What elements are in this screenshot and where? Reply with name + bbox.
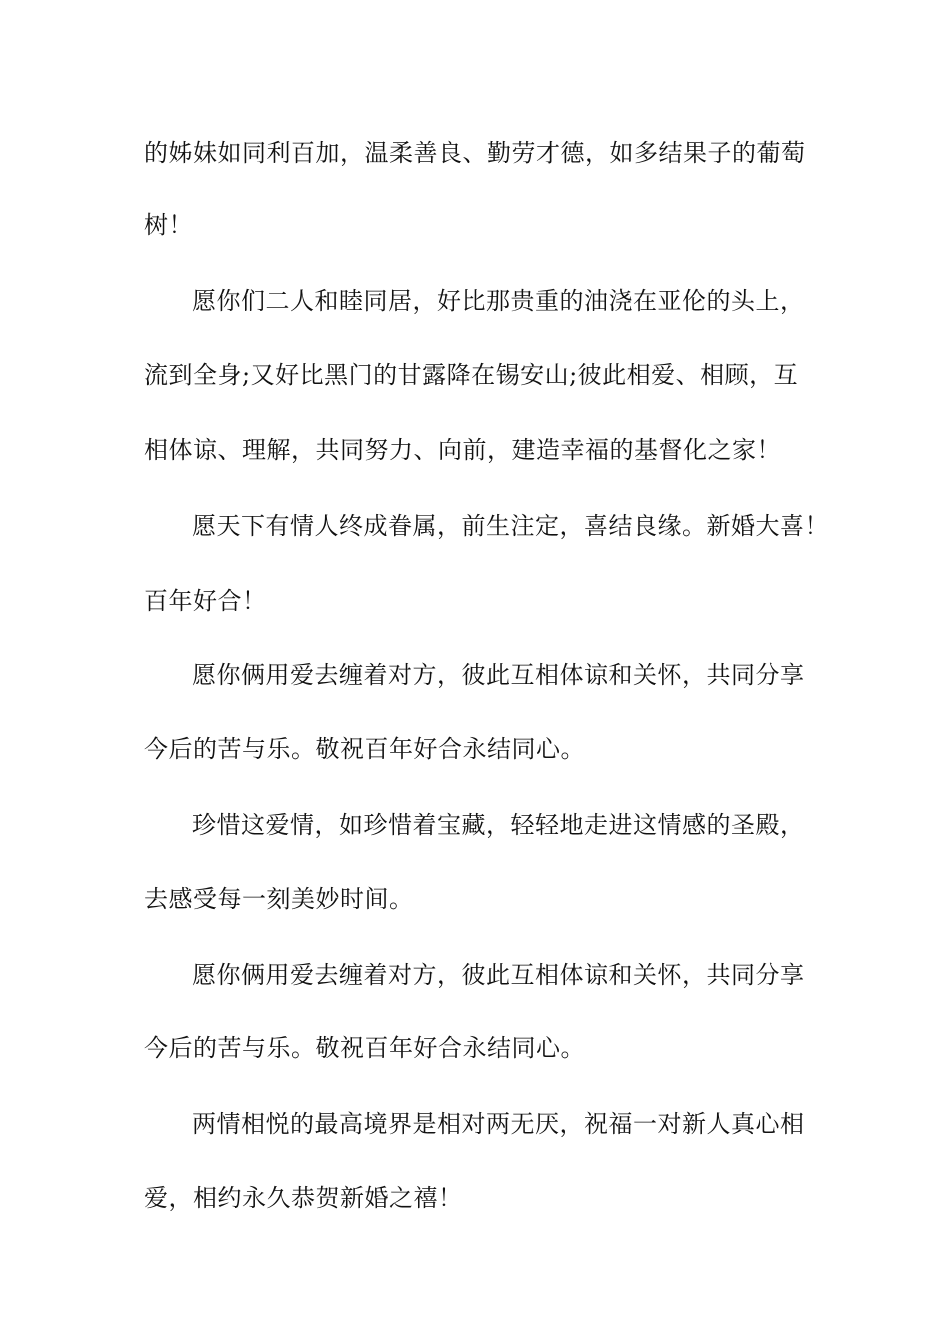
paragraph-first-line: 愿天下有情人终成眷属，前生注定，喜结良缘。新婚大喜！	[192, 512, 829, 540]
text-line: 相体谅、理解，共同努力、向前，建造幸福的基督化之家！	[144, 436, 781, 464]
text-line: 的姊妹如同利百加，温柔善良、勤劳才德，如多结果子的葡萄	[144, 139, 806, 167]
text-line: 流到全身;又好比黑门的甘露降在锡安山;彼此相爱、相顾，互	[144, 361, 799, 389]
paragraph-first-line: 珍惜这爱情，如珍惜着宝藏，轻轻地走进这情感的圣殿，	[192, 811, 805, 839]
text-line: 今后的苦与乐。敬祝百年好合永结同心。	[144, 1034, 585, 1062]
text-line: 今后的苦与乐。敬祝百年好合永结同心。	[144, 735, 585, 763]
paragraph-first-line: 两情相悦的最高境界是相对两无厌，祝福一对新人真心相	[192, 1110, 805, 1138]
paragraph-first-line: 愿你俩用爱去缠着对方，彼此互相体谅和关怀，共同分享	[192, 661, 805, 689]
text-line: 爱，相约永久恭贺新婚之禧！	[144, 1184, 463, 1212]
paragraph-first-line: 愿你们二人和睦同居，好比那贵重的油浇在亚伦的头上，	[192, 287, 805, 315]
text-line: 去感受每一刻美妙时间。	[144, 885, 414, 913]
paragraph-first-line: 愿你俩用爱去缠着对方，彼此互相体谅和关怀，共同分享	[192, 961, 805, 989]
text-line: 树！	[144, 211, 193, 239]
text-line: 百年好合！	[144, 587, 267, 615]
